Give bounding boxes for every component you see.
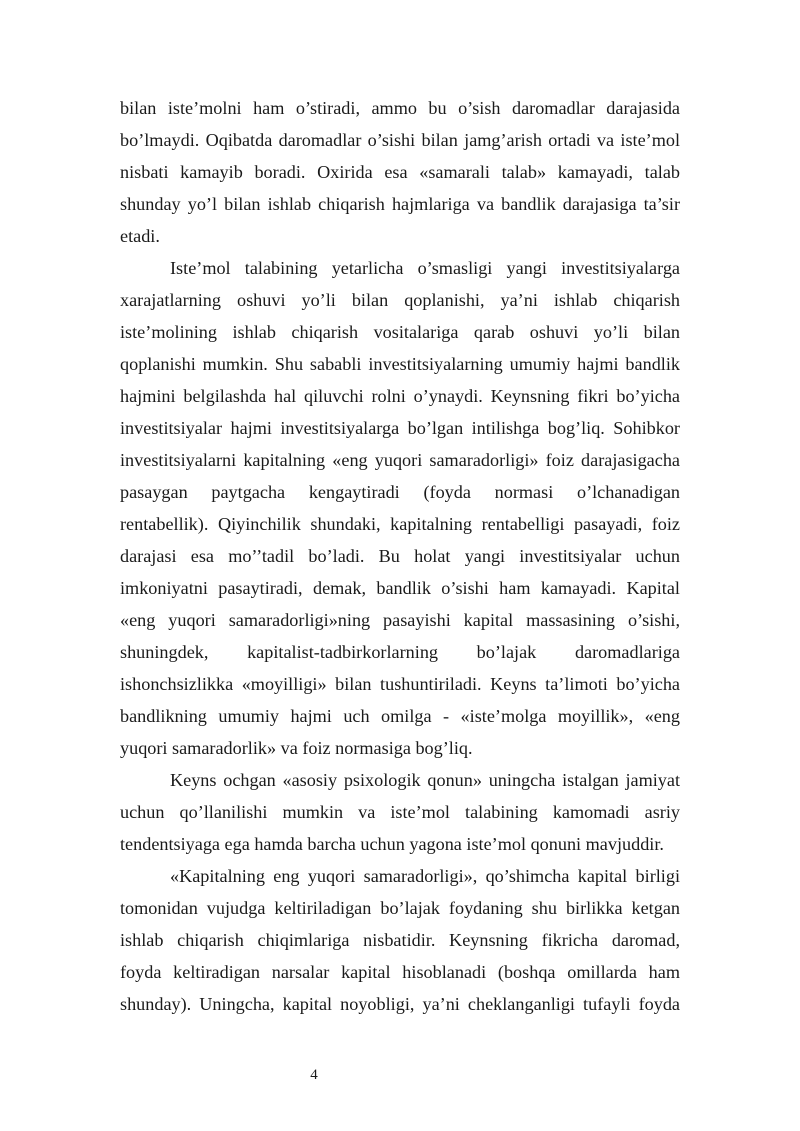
text-line: investitsiyalarni kapitalning «eng yuqori samaradorligi» foiz darajasigacha	[120, 450, 680, 470]
text-line: tendentsiyaga ega hamda barcha uchun yagona iste’mol qonuni mavjuddir.	[120, 834, 664, 854]
text-line: iste’molining ishlab chiqarish vositalariga qarab oshuvi yo’li bilan	[120, 322, 680, 342]
text-line: rentabellik). Qiyinchilik shundaki, kapitalning rentabelligi pasayadi, foiz	[120, 514, 680, 534]
text-line: ishonchsizlikka «moyilligi» bilan tushuntiriladi. Keyns ta’limoti bo’yicha	[120, 674, 680, 694]
text-line: xarajatlarning oshuvi yo’li bilan qoplanishi, ya’ni ishlab chiqarish	[120, 290, 680, 310]
text-line: nisbati kamayib boradi. Oxirida esa «samarali talab» kamayadi, talab	[120, 162, 680, 182]
page-number: 4	[310, 1067, 318, 1083]
body-text	[120, 92, 680, 1020]
text-line: bilan iste’molni ham o’stiradi, ammo bu o’sish daromadlar darajasida	[120, 98, 680, 118]
text-line: shunday yo’l bilan ishlab chiqarish hajmlariga va bandlik darajasiga ta’sir	[120, 194, 680, 214]
text-line: darajasi esa mo’’tadil bo’ladi. Bu holat yangi investitsiyalar uchun	[120, 546, 680, 566]
text-line: shuningdek, kapitalist-tadbirkorlarning bo’lajak daromadlariga	[120, 642, 680, 662]
text-line: Iste’mol talabining yetarlicha o’smasligi yangi investitsiyalarga	[170, 258, 680, 278]
text-line: «Kapitalning eng yuqori samaradorligi», qo’shimcha kapital birligi	[170, 866, 680, 886]
text-line: hajmini belgilashda hal qiluvchi rolni o’ynaydi. Keynsning fikri bo’yicha	[120, 386, 680, 406]
text-line: ishlab chiqarish chiqimlariga nisbatidir. Keynsning fikricha daromad,	[120, 930, 680, 950]
text-line: «eng yuqori samaradorligi»ning pasayishi kapital massasining o’sishi,	[120, 610, 680, 630]
text-line: etadi.	[120, 226, 160, 246]
text-line: investitsiyalar hajmi investitsiyalarga bo’lgan intilishga bog’liq. Sohibkor	[120, 418, 680, 438]
text-line: bo’lmaydi. Oqibatda daromadlar o’sishi bilan jamg’arish ortadi va iste’mol	[120, 130, 680, 150]
text-line: tomonidan vujudga keltiriladigan bo’lajak foydaning shu birlikka ketgan	[120, 898, 680, 918]
text-line: Keyns ochgan «asosiy psixologik qonun» uningcha istalgan jamiyat	[170, 770, 680, 790]
text-line: foyda keltiradigan narsalar kapital hisoblanadi (boshqa omillarda ham	[120, 962, 680, 982]
text-line: shunday). Uningcha, kapital noyobligi, ya’ni cheklanganligi tufayli foyda	[120, 994, 680, 1014]
text-line: bandlikning umumiy hajmi uch omilga - «iste’molga moyillik», «eng	[120, 706, 680, 726]
text-line: uchun qo’llanilishi mumkin va iste’mol talabining kamomadi asriy	[120, 802, 680, 822]
text-line: pasaygan paytgacha kengaytiradi (foyda normasi o’lchanadigan	[120, 482, 680, 502]
text-line: qoplanishi mumkin. Shu sababli investitsiyalarning umumiy hajmi bandlik	[120, 354, 680, 374]
text-line: imkoniyatni pasaytiradi, demak, bandlik o’sishi ham kamayadi. Kapital	[120, 578, 680, 598]
text-line: yuqori samaradorlik» va foiz normasiga bog’liq.	[120, 738, 473, 758]
